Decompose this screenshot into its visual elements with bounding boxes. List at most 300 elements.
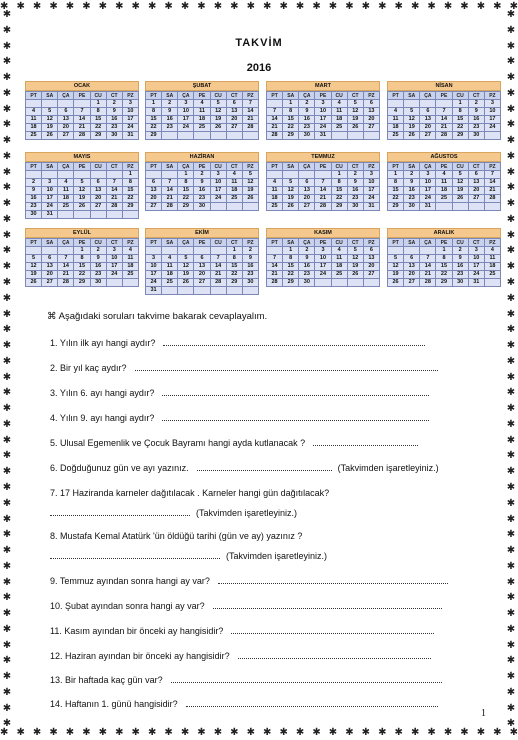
day-cell: 20 bbox=[90, 195, 106, 203]
day-cell: 23 bbox=[299, 271, 315, 279]
star-ornament: ✱ bbox=[312, 727, 321, 738]
star-ornament: ✱ bbox=[2, 371, 12, 383]
month-calendar bbox=[25, 152, 139, 219]
question-text: 1. Yılın ilk ayı hangi aydır? bbox=[50, 338, 156, 348]
day-cell: 19 bbox=[26, 271, 42, 279]
day-cell: 20 bbox=[194, 271, 210, 279]
star-ornament: ✱ bbox=[506, 671, 516, 683]
empty-cell bbox=[178, 287, 194, 295]
month-table bbox=[25, 91, 139, 140]
answer-blank[interactable] bbox=[186, 698, 439, 707]
day-cell: 11 bbox=[331, 255, 347, 263]
day-cell: 28 bbox=[242, 124, 258, 132]
day-cell: 5 bbox=[26, 255, 42, 263]
day-cell: 23 bbox=[452, 271, 468, 279]
day-cell: 7 bbox=[267, 255, 283, 263]
day-cell: 1 bbox=[178, 171, 194, 179]
empty-cell bbox=[331, 279, 347, 287]
day-cell: 30 bbox=[26, 211, 42, 219]
question-text: 4. Yılın 9. ayı hangi aydır? bbox=[50, 413, 155, 423]
star-ornament: ✱ bbox=[493, 727, 502, 738]
empty-cell bbox=[162, 247, 178, 255]
day-cell: 25 bbox=[26, 132, 42, 140]
day-cell: 25 bbox=[194, 124, 210, 132]
weekday-header: CT bbox=[226, 92, 242, 100]
empty-cell bbox=[146, 171, 162, 179]
day-cell: 9 bbox=[194, 179, 210, 187]
weekday-header: PE bbox=[74, 239, 90, 247]
page-title: TAKVİM bbox=[235, 37, 283, 49]
day-cell: 15 bbox=[283, 116, 299, 124]
weekday-header: CT bbox=[226, 163, 242, 171]
weekday-header: CT bbox=[106, 239, 122, 247]
day-cell: 15 bbox=[283, 263, 299, 271]
star-ornament: ✱ bbox=[263, 1, 272, 12]
day-cell: 26 bbox=[42, 132, 58, 140]
day-cell: 24 bbox=[363, 195, 379, 203]
day-cell: 25 bbox=[436, 195, 452, 203]
day-cell: 17 bbox=[468, 263, 484, 271]
day-cell: 29 bbox=[146, 132, 162, 140]
question-line bbox=[50, 531, 302, 541]
month-calendar bbox=[145, 152, 259, 211]
day-cell: 12 bbox=[178, 263, 194, 271]
star-ornament: ✱ bbox=[506, 198, 516, 210]
star-ornament: ✱ bbox=[460, 1, 469, 12]
star-ornament: ✱ bbox=[2, 702, 12, 714]
empty-cell bbox=[26, 247, 42, 255]
answer-blank[interactable] bbox=[231, 625, 433, 634]
day-cell: 29 bbox=[90, 132, 106, 140]
day-cell: 1 bbox=[436, 247, 452, 255]
answer-blank[interactable] bbox=[135, 362, 438, 371]
day-cell: 13 bbox=[404, 263, 420, 271]
day-cell: 11 bbox=[58, 187, 74, 195]
star-ornament: ✱ bbox=[506, 40, 516, 52]
day-cell: 15 bbox=[388, 187, 404, 195]
day-cell: 14 bbox=[436, 116, 452, 124]
day-cell: 18 bbox=[26, 124, 42, 132]
empty-cell bbox=[42, 247, 58, 255]
day-cell: 28 bbox=[74, 132, 90, 140]
day-cell: 17 bbox=[178, 116, 194, 124]
day-cell: 26 bbox=[178, 279, 194, 287]
day-cell: 9 bbox=[347, 179, 363, 187]
day-cell: 5 bbox=[283, 179, 299, 187]
day-cell: 31 bbox=[420, 203, 436, 211]
star-ornament: ✱ bbox=[506, 403, 516, 415]
day-cell: 23 bbox=[404, 195, 420, 203]
day-cell: 10 bbox=[210, 179, 226, 187]
day-cell: 16 bbox=[242, 263, 258, 271]
day-cell: 19 bbox=[242, 187, 258, 195]
day-cell: 20 bbox=[404, 271, 420, 279]
star-ornament: ✱ bbox=[2, 182, 12, 194]
day-cell: 31 bbox=[315, 132, 331, 140]
day-cell: 12 bbox=[347, 255, 363, 263]
star-ornament: ✱ bbox=[213, 1, 223, 12]
empty-cell bbox=[194, 247, 210, 255]
month-name: OCAK bbox=[25, 81, 139, 91]
day-cell: 22 bbox=[331, 195, 347, 203]
month-calendar bbox=[387, 81, 501, 140]
month-calendar bbox=[387, 152, 501, 211]
empty-cell bbox=[210, 132, 226, 140]
day-cell: 21 bbox=[420, 271, 436, 279]
day-cell: 24 bbox=[42, 203, 58, 211]
empty-cell bbox=[267, 171, 283, 179]
day-cell: 2 bbox=[347, 171, 363, 179]
weekday-header: CU bbox=[90, 163, 106, 171]
day-cell: 22 bbox=[226, 271, 242, 279]
weekday-header: PZ bbox=[242, 163, 258, 171]
day-cell: 30 bbox=[299, 279, 315, 287]
day-cell: 5 bbox=[210, 100, 226, 108]
star-ornament: ✱ bbox=[2, 166, 12, 178]
day-cell: 2 bbox=[299, 100, 315, 108]
star-ornament: ✱ bbox=[506, 229, 516, 241]
star-ornament: ✱ bbox=[506, 576, 516, 588]
weekday-header: PE bbox=[74, 92, 90, 100]
day-cell: 25 bbox=[226, 195, 242, 203]
day-cell: 18 bbox=[162, 271, 178, 279]
day-cell: 27 bbox=[468, 195, 484, 203]
day-cell: 13 bbox=[420, 116, 436, 124]
day-cell: 3 bbox=[363, 171, 379, 179]
day-cell: 29 bbox=[283, 279, 299, 287]
day-cell: 2 bbox=[26, 179, 42, 187]
weekday-header: SA bbox=[42, 163, 58, 171]
star-ornament: ✱ bbox=[506, 103, 516, 115]
question-text: 3. Yılın 6. ayı hangi aydır? bbox=[50, 388, 155, 398]
weekday-header: CT bbox=[468, 92, 484, 100]
weekday-header: ÇA bbox=[299, 92, 315, 100]
weekday-header: PZ bbox=[484, 163, 500, 171]
day-cell: 6 bbox=[363, 247, 379, 255]
star-ornament: ✱ bbox=[98, 1, 108, 12]
day-cell: 5 bbox=[347, 100, 363, 108]
month-table bbox=[266, 162, 380, 211]
answer-blank[interactable] bbox=[50, 507, 190, 516]
question-text: 5. Ulusal Egemenlik ve Çocuk Bayramı hangi ayda kutlanacak ? bbox=[50, 438, 306, 448]
weekday-header: PE bbox=[74, 163, 90, 171]
star-ornament: ✱ bbox=[506, 340, 516, 352]
day-cell: 15 bbox=[226, 263, 242, 271]
weekday-header: CT bbox=[347, 92, 363, 100]
day-cell: 6 bbox=[404, 255, 420, 263]
star-ornament: ✱ bbox=[65, 727, 75, 738]
day-cell: 14 bbox=[484, 179, 500, 187]
day-cell: 11 bbox=[194, 108, 210, 116]
day-cell: 22 bbox=[122, 195, 138, 203]
star-ornament: ✱ bbox=[2, 481, 12, 493]
day-cell: 10 bbox=[106, 255, 122, 263]
question-note: (Takvimden işaretleyiniz.) bbox=[226, 551, 328, 561]
day-cell: 20 bbox=[420, 124, 436, 132]
answer-blank[interactable] bbox=[213, 600, 443, 609]
day-cell: 21 bbox=[162, 195, 178, 203]
month-table bbox=[387, 162, 501, 211]
year-heading: 2016 bbox=[246, 62, 272, 74]
star-ornament: ✱ bbox=[2, 292, 12, 304]
weekday-header: PT bbox=[26, 92, 42, 100]
weekday-header: CT bbox=[106, 92, 122, 100]
star-ornament: ✱ bbox=[49, 727, 58, 738]
star-ornament: ✱ bbox=[180, 727, 190, 738]
star-ornament: ✱ bbox=[230, 1, 239, 12]
day-cell: 18 bbox=[484, 263, 500, 271]
star-ornament: ✱ bbox=[394, 1, 403, 12]
star-ornament: ✱ bbox=[49, 1, 58, 12]
star-ornament: ✱ bbox=[361, 1, 371, 12]
day-cell: 12 bbox=[42, 116, 58, 124]
star-ornament: ✱ bbox=[2, 10, 12, 20]
star-ornament: ✱ bbox=[506, 718, 516, 730]
question-text: 11. Kasım ayından bir önceki ay hangisidir? bbox=[50, 626, 224, 636]
weekday-header: ÇA bbox=[178, 239, 194, 247]
empty-cell bbox=[26, 100, 42, 108]
weekday-header: PE bbox=[315, 239, 331, 247]
star-ornament: ✱ bbox=[2, 623, 12, 635]
day-cell: 22 bbox=[178, 195, 194, 203]
star-ornament: ✱ bbox=[506, 371, 516, 383]
day-cell: 19 bbox=[388, 271, 404, 279]
empty-cell bbox=[267, 247, 283, 255]
day-cell: 22 bbox=[436, 271, 452, 279]
day-cell: 20 bbox=[58, 124, 74, 132]
day-cell: 20 bbox=[226, 116, 242, 124]
month-table bbox=[145, 238, 259, 295]
day-cell: 9 bbox=[452, 255, 468, 263]
empty-cell bbox=[58, 247, 74, 255]
weekday-header: PE bbox=[436, 163, 452, 171]
day-cell: 8 bbox=[178, 179, 194, 187]
day-cell: 26 bbox=[452, 195, 468, 203]
day-cell: 25 bbox=[484, 271, 500, 279]
star-ornament: ✱ bbox=[16, 1, 25, 12]
empty-cell bbox=[74, 100, 90, 108]
day-cell: 27 bbox=[42, 279, 58, 287]
day-cell: 19 bbox=[404, 124, 420, 132]
day-cell: 16 bbox=[26, 195, 42, 203]
question-text: 13. Bir haftada kaç gün var? bbox=[50, 675, 163, 685]
day-cell: 11 bbox=[26, 116, 42, 124]
star-ornament: ✱ bbox=[2, 198, 12, 210]
answer-blank[interactable] bbox=[162, 412, 429, 421]
day-cell: 4 bbox=[388, 108, 404, 116]
star-ornament: ✱ bbox=[2, 213, 12, 225]
day-cell: 6 bbox=[363, 100, 379, 108]
star-ornament: ✱ bbox=[279, 727, 288, 738]
star-ornament: ✱ bbox=[506, 418, 516, 430]
day-cell: 11 bbox=[484, 255, 500, 263]
day-cell: 3 bbox=[106, 247, 122, 255]
empty-cell bbox=[388, 100, 404, 108]
weekday-header: SA bbox=[404, 163, 420, 171]
empty-cell bbox=[404, 247, 420, 255]
star-ornament: ✱ bbox=[506, 308, 516, 320]
day-cell: 28 bbox=[267, 279, 283, 287]
day-cell: 29 bbox=[178, 203, 194, 211]
day-cell: 9 bbox=[404, 179, 420, 187]
answer-blank[interactable] bbox=[313, 437, 418, 446]
day-cell: 22 bbox=[283, 124, 299, 132]
day-cell: 4 bbox=[58, 179, 74, 187]
star-ornament: ✱ bbox=[506, 686, 516, 698]
star-ornament: ✱ bbox=[2, 466, 12, 478]
day-cell: 22 bbox=[283, 271, 299, 279]
weekday-header: ÇA bbox=[420, 239, 436, 247]
day-cell: 5 bbox=[388, 255, 404, 263]
day-cell: 12 bbox=[26, 263, 42, 271]
day-cell: 16 bbox=[106, 116, 122, 124]
weekday-header: PT bbox=[388, 163, 404, 171]
day-cell: 10 bbox=[146, 263, 162, 271]
day-cell: 15 bbox=[436, 263, 452, 271]
day-cell: 27 bbox=[194, 279, 210, 287]
day-cell: 1 bbox=[452, 100, 468, 108]
right-star-border bbox=[504, 10, 518, 730]
day-cell: 27 bbox=[146, 203, 162, 211]
empty-cell bbox=[90, 211, 106, 219]
weekday-header: PZ bbox=[122, 239, 138, 247]
day-cell: 31 bbox=[468, 279, 484, 287]
question-line bbox=[50, 462, 439, 473]
day-cell: 7 bbox=[267, 108, 283, 116]
empty-cell bbox=[58, 100, 74, 108]
weekday-header: CU bbox=[452, 163, 468, 171]
star-ornament: ✱ bbox=[506, 261, 516, 273]
day-cell: 21 bbox=[267, 124, 283, 132]
day-cell: 10 bbox=[315, 108, 331, 116]
star-ornament: ✱ bbox=[476, 727, 486, 738]
day-cell: 6 bbox=[226, 100, 242, 108]
day-cell: 27 bbox=[58, 132, 74, 140]
day-cell: 12 bbox=[210, 108, 226, 116]
day-cell: 1 bbox=[74, 247, 90, 255]
day-cell: 10 bbox=[468, 255, 484, 263]
star-ornament: ✱ bbox=[32, 727, 42, 738]
star-ornament: ✱ bbox=[197, 1, 206, 12]
day-cell: 19 bbox=[347, 263, 363, 271]
day-cell: 8 bbox=[74, 255, 90, 263]
star-ornament: ✱ bbox=[2, 387, 12, 399]
day-cell: 17 bbox=[210, 187, 226, 195]
star-ornament: ✱ bbox=[506, 324, 516, 336]
weekday-header: PT bbox=[267, 163, 283, 171]
day-cell: 7 bbox=[436, 108, 452, 116]
star-ornament: ✱ bbox=[506, 292, 516, 304]
star-ornament: ✱ bbox=[2, 418, 12, 430]
star-ornament: ✱ bbox=[131, 727, 140, 738]
weekday-header: PZ bbox=[122, 163, 138, 171]
star-ornament: ✱ bbox=[506, 655, 516, 667]
answer-blank[interactable] bbox=[218, 575, 448, 584]
day-cell: 11 bbox=[388, 116, 404, 124]
day-cell: 4 bbox=[122, 247, 138, 255]
day-cell: 28 bbox=[267, 132, 283, 140]
weekday-header: PE bbox=[436, 92, 452, 100]
empty-cell bbox=[484, 203, 500, 211]
month-calendar bbox=[25, 228, 139, 287]
star-ornament: ✱ bbox=[131, 1, 140, 12]
day-cell: 20 bbox=[468, 187, 484, 195]
day-cell: 6 bbox=[42, 255, 58, 263]
day-cell: 12 bbox=[388, 263, 404, 271]
empty-cell bbox=[226, 287, 242, 295]
day-cell: 21 bbox=[267, 271, 283, 279]
day-cell: 17 bbox=[484, 116, 500, 124]
day-cell: 27 bbox=[404, 279, 420, 287]
answer-blank[interactable] bbox=[163, 337, 425, 346]
day-cell: 8 bbox=[388, 179, 404, 187]
answer-blank[interactable] bbox=[197, 462, 332, 471]
day-cell: 27 bbox=[363, 124, 379, 132]
day-cell: 5 bbox=[242, 171, 258, 179]
answer-blank[interactable] bbox=[162, 387, 429, 396]
day-cell: 27 bbox=[90, 203, 106, 211]
day-cell: 3 bbox=[210, 171, 226, 179]
weekday-header: CT bbox=[468, 163, 484, 171]
day-cell: 29 bbox=[436, 279, 452, 287]
day-cell: 13 bbox=[58, 116, 74, 124]
weekday-header: PE bbox=[315, 92, 331, 100]
star-ornament: ✱ bbox=[0, 1, 9, 12]
day-cell: 18 bbox=[58, 195, 74, 203]
star-ornament: ✱ bbox=[345, 1, 354, 12]
day-cell: 30 bbox=[347, 203, 363, 211]
day-cell: 29 bbox=[74, 279, 90, 287]
day-cell: 3 bbox=[178, 100, 194, 108]
weekday-header: ÇA bbox=[58, 92, 74, 100]
day-cell: 23 bbox=[106, 124, 122, 132]
weekday-header: PE bbox=[436, 239, 452, 247]
empty-cell bbox=[436, 203, 452, 211]
answer-blank[interactable] bbox=[171, 674, 442, 683]
day-cell: 5 bbox=[42, 108, 58, 116]
day-cell: 4 bbox=[26, 108, 42, 116]
day-cell: 21 bbox=[106, 195, 122, 203]
star-ornament: ✱ bbox=[506, 545, 516, 557]
answer-blank[interactable] bbox=[50, 550, 220, 559]
question-line bbox=[50, 488, 329, 498]
star-ornament: ✱ bbox=[506, 560, 516, 572]
day-cell: 26 bbox=[74, 203, 90, 211]
day-cell: 21 bbox=[74, 124, 90, 132]
weekday-header: PE bbox=[194, 92, 210, 100]
empty-cell bbox=[347, 279, 363, 287]
weekday-header: SA bbox=[283, 239, 299, 247]
day-cell: 16 bbox=[347, 187, 363, 195]
day-cell: 7 bbox=[210, 255, 226, 263]
day-cell: 26 bbox=[210, 124, 226, 132]
star-ornament: ✱ bbox=[506, 119, 516, 131]
day-cell: 23 bbox=[242, 271, 258, 279]
day-cell: 30 bbox=[106, 132, 122, 140]
day-cell: 13 bbox=[363, 255, 379, 263]
day-cell: 18 bbox=[331, 263, 347, 271]
day-cell: 7 bbox=[58, 255, 74, 263]
star-ornament: ✱ bbox=[2, 608, 12, 620]
empty-cell bbox=[90, 171, 106, 179]
weekday-header: PT bbox=[26, 239, 42, 247]
day-cell: 24 bbox=[420, 195, 436, 203]
answer-blank[interactable] bbox=[238, 650, 431, 659]
star-ornament: ✱ bbox=[180, 1, 190, 12]
day-cell: 22 bbox=[388, 195, 404, 203]
day-cell: 20 bbox=[42, 271, 58, 279]
star-ornament: ✱ bbox=[509, 1, 518, 12]
